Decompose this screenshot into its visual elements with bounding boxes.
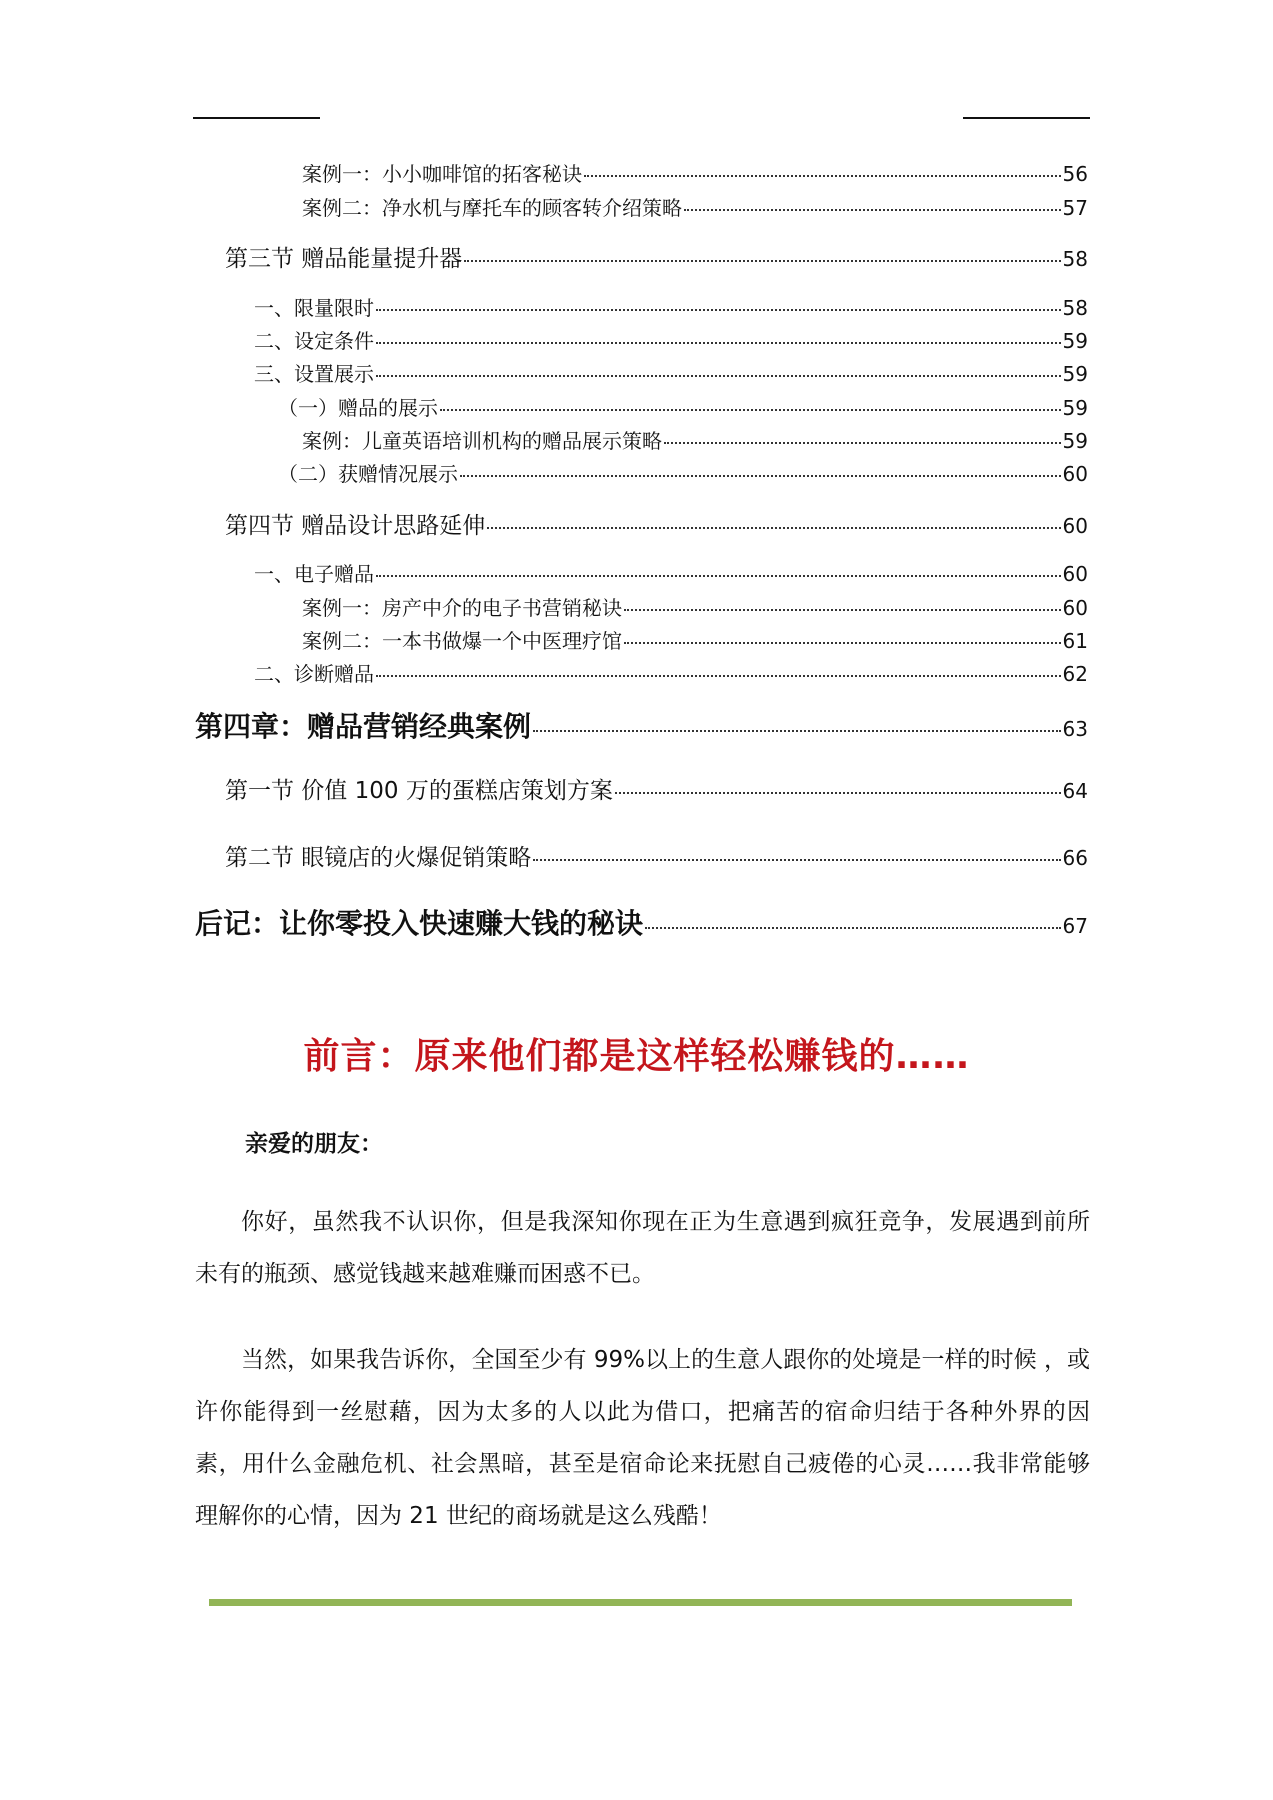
toc-entry[interactable] (302, 158, 1088, 187)
toc-entry[interactable] (195, 902, 1088, 942)
toc-entry-label: 第四节 赠品设计思路延伸 (225, 513, 486, 539)
toc-leader (440, 409, 1061, 411)
toc-entry-label: 二、诊断赠品 (254, 662, 374, 686)
toc-leader (533, 730, 1061, 732)
toc-entry-label: 案例二：一本书做爆一个中医理疗馆 (302, 629, 622, 653)
toc-entry-label: 案例：儿童英语培训机构的赠品展示策略 (302, 429, 662, 453)
toc-page-number: 60 (1062, 596, 1088, 620)
toc-entry[interactable] (254, 325, 1088, 354)
toc-leader (533, 859, 1060, 861)
toc-leader (645, 927, 1061, 929)
toc-leader (624, 609, 1061, 611)
preface-paragraph: 当然，如果我告诉你，全国至少有 99%以上的生意人跟你的处境是一样的时候 ，或许你能得到一丝慰藉，因为太多的人以此为借口，把痛苦的宿命归结于各种外界的因素，用什么金融危机、社会黑暗，甚至是宿命论来抚慰自己疲倦的心灵……我非常能够理解你的心情，因为 21 世纪的商场就是这么残酷！ (195, 1347, 1090, 1529)
toc-entry-label: 二、设定条件 (254, 329, 374, 353)
toc-leader (376, 575, 1061, 577)
toc-entry[interactable] (225, 839, 1088, 872)
toc-page-number: 60 (1062, 462, 1088, 486)
toc-entry-label: （一）赠品的展示 (278, 396, 438, 420)
toc-entry[interactable] (302, 425, 1088, 454)
toc-entry[interactable] (302, 592, 1088, 621)
toc-page-number: 58 (1062, 296, 1088, 320)
toc-leader (487, 527, 1060, 529)
preface-greeting: 亲爱的朋友： (245, 1131, 383, 1157)
toc-entry-label: 三、设置展示 (254, 362, 374, 386)
header-rule-left (193, 117, 320, 119)
toc-page-number: 60 (1062, 562, 1088, 586)
toc-leader (460, 475, 1061, 477)
toc-entry-label: 一、电子赠品 (254, 562, 374, 586)
toc-leader (376, 309, 1061, 311)
toc-page-number: 66 (1062, 846, 1088, 870)
toc-page-number: 62 (1062, 662, 1088, 686)
toc-entry-label: 案例一：小小咖啡馆的拓客秘诀 (302, 162, 582, 186)
toc-page-number: 59 (1062, 329, 1088, 353)
toc-leader (664, 442, 1061, 444)
toc-leader (376, 675, 1061, 677)
toc-page-number: 59 (1062, 362, 1088, 386)
toc-page-number: 59 (1062, 396, 1088, 420)
toc-entry-label: 第一节 价值 100 万的蛋糕店策划方案 (225, 778, 613, 804)
toc-page-number: 58 (1062, 247, 1088, 271)
toc-entry-label: （二）获赠情况展示 (278, 462, 458, 486)
toc-page-number: 56 (1062, 162, 1088, 186)
toc-page-number: 60 (1062, 514, 1088, 538)
toc-entry-label: 案例二：净水机与摩托车的顾客转介绍策略 (302, 196, 682, 220)
toc-entry[interactable] (225, 240, 1088, 273)
toc-page-number: 61 (1062, 629, 1088, 653)
toc-entry-label: 第二节 眼镜店的火爆促销策略 (225, 845, 532, 871)
toc-leader (684, 209, 1061, 211)
toc-entry[interactable] (254, 292, 1088, 321)
toc-page-number: 63 (1062, 717, 1088, 741)
toc-entry[interactable] (225, 507, 1088, 540)
toc-leader (464, 260, 1060, 262)
toc-page-number: 67 (1062, 914, 1088, 938)
footer-rule (209, 1599, 1072, 1606)
toc-entry-label: 案例一：房产中介的电子书营销秘诀 (302, 596, 622, 620)
toc-leader (624, 642, 1061, 644)
toc-entry[interactable] (254, 558, 1088, 587)
toc-entry-label: 第三节 赠品能量提升器 (225, 246, 463, 272)
preface-title: 前言：原来他们都是这样轻松赚钱的…… (303, 1036, 970, 1077)
toc-entry[interactable] (254, 358, 1088, 387)
toc-leader (376, 375, 1061, 377)
toc-entry[interactable] (278, 458, 1088, 487)
toc-entry-label: 一、限量限时 (254, 296, 374, 320)
toc-entry[interactable] (302, 192, 1088, 221)
header-rule-right (963, 117, 1090, 119)
toc-page-number: 57 (1062, 196, 1088, 220)
toc-leader (584, 175, 1061, 177)
toc-entry-label: 第四章：赠品营销经典案例 (195, 710, 532, 743)
toc-entry[interactable] (225, 772, 1088, 805)
toc-leader (376, 342, 1061, 344)
toc-leader (615, 792, 1061, 794)
toc-entry[interactable] (254, 658, 1088, 687)
toc-entry[interactable] (302, 625, 1088, 654)
toc-page-number: 59 (1062, 429, 1088, 453)
toc-entry-label: 后记：让你零投入快速赚大钱的秘诀 (195, 907, 644, 940)
toc-page-number: 64 (1062, 779, 1088, 803)
preface-paragraph: 你好，虽然我不认识你，但是我深知你现在正为生意遇到疯狂竞争，发展遇到前所未有的瓶颈、感觉钱越来越难赚而困惑不已。 (195, 1209, 1090, 1287)
toc-entry[interactable] (195, 705, 1088, 745)
toc-entry[interactable] (278, 392, 1088, 421)
